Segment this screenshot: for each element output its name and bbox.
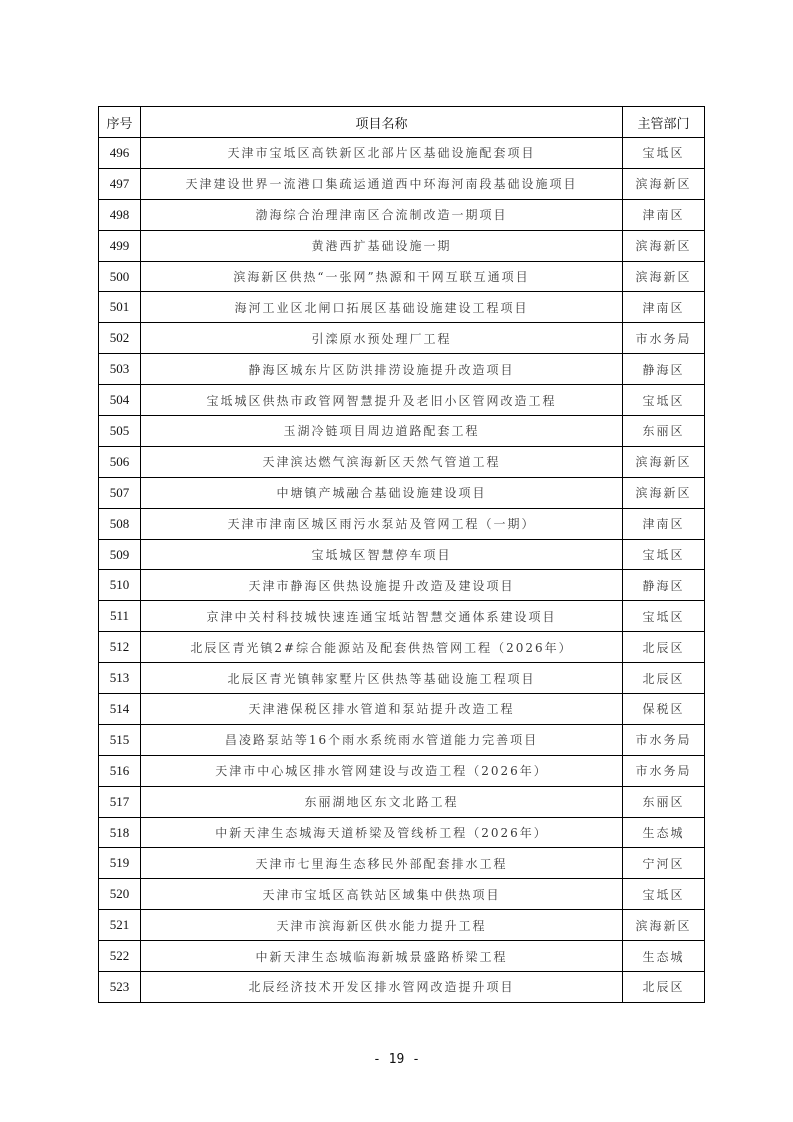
row-index: 497 [99, 168, 141, 199]
row-department: 滨海新区 [623, 261, 705, 292]
row-index: 519 [99, 848, 141, 879]
table-row [99, 817, 705, 848]
row-department: 宝坻区 [623, 385, 705, 416]
table-row [99, 477, 705, 508]
row-project-name: 海河工业区北闸口拓展区基础设施建设工程项目 [141, 292, 623, 323]
row-index: 518 [99, 817, 141, 848]
row-department: 生态城 [623, 941, 705, 972]
row-index: 516 [99, 755, 141, 786]
table-row [99, 354, 705, 385]
header-project-name: 项目名称 [141, 107, 623, 138]
row-department: 宝坻区 [623, 138, 705, 169]
row-department: 北辰区 [623, 663, 705, 694]
row-department: 宝坻区 [623, 879, 705, 910]
table-body [99, 138, 705, 1003]
table-row [99, 199, 705, 230]
project-table [98, 106, 705, 1003]
row-project-name: 天津市七里海生态移民外部配套排水工程 [141, 848, 623, 879]
row-project-name: 宝坻城区智慧停车项目 [141, 539, 623, 570]
row-index: 515 [99, 724, 141, 755]
row-department: 北辰区 [623, 972, 705, 1003]
header-department: 主管部门 [623, 107, 705, 138]
row-project-name: 东丽湖地区东文北路工程 [141, 786, 623, 817]
row-department: 津南区 [623, 199, 705, 230]
row-department: 滨海新区 [623, 230, 705, 261]
row-department: 保税区 [623, 694, 705, 725]
row-project-name: 天津市静海区供热设施提升改造及建设项目 [141, 570, 623, 601]
row-index: 510 [99, 570, 141, 601]
row-department: 宝坻区 [623, 539, 705, 570]
row-project-name: 天津市中心城区排水管网建设与改造工程（2026年） [141, 755, 623, 786]
row-department: 市水务局 [623, 724, 705, 755]
row-index: 506 [99, 446, 141, 477]
row-index: 509 [99, 539, 141, 570]
table-row [99, 972, 705, 1003]
row-department: 市水务局 [623, 755, 705, 786]
row-index: 520 [99, 879, 141, 910]
row-index: 514 [99, 694, 141, 725]
table-row [99, 663, 705, 694]
row-project-name: 中新天津生态城临海新城景盛路桥梁工程 [141, 941, 623, 972]
row-department: 津南区 [623, 292, 705, 323]
row-index: 503 [99, 354, 141, 385]
row-department: 静海区 [623, 354, 705, 385]
row-department: 东丽区 [623, 786, 705, 817]
row-index: 522 [99, 941, 141, 972]
row-index: 517 [99, 786, 141, 817]
table-row [99, 385, 705, 416]
row-index: 512 [99, 632, 141, 663]
row-project-name: 玉湖冷链项目周边道路配套工程 [141, 416, 623, 447]
row-project-name: 天津市宝坻区高铁新区北部片区基础设施配套项目 [141, 138, 623, 169]
row-department: 生态城 [623, 817, 705, 848]
table-row [99, 786, 705, 817]
row-index: 498 [99, 199, 141, 230]
row-index: 513 [99, 663, 141, 694]
row-project-name: 天津港保税区排水管道和泵站提升改造工程 [141, 694, 623, 725]
table-row [99, 138, 705, 169]
row-project-name: 滨海新区供热“一张网”热源和干网互联互通项目 [141, 261, 623, 292]
table-row [99, 570, 705, 601]
row-index: 496 [99, 138, 141, 169]
row-index: 500 [99, 261, 141, 292]
table-row [99, 230, 705, 261]
table-row [99, 416, 705, 447]
table-row [99, 323, 705, 354]
row-index: 504 [99, 385, 141, 416]
row-department: 静海区 [623, 570, 705, 601]
row-department: 滨海新区 [623, 910, 705, 941]
table-row [99, 168, 705, 199]
page-number: - 19 - [373, 1052, 420, 1067]
row-project-name: 天津市宝坻区高铁站区域集中供热项目 [141, 879, 623, 910]
row-department: 宝坻区 [623, 601, 705, 632]
table-row [99, 261, 705, 292]
table-row [99, 632, 705, 663]
row-index: 523 [99, 972, 141, 1003]
row-department: 滨海新区 [623, 477, 705, 508]
row-project-name: 中新天津生态城海天道桥梁及管线桥工程（2026年） [141, 817, 623, 848]
row-index: 521 [99, 910, 141, 941]
row-index: 502 [99, 323, 141, 354]
row-department: 滨海新区 [623, 446, 705, 477]
row-project-name: 北辰区青光镇韩家墅片区供热等基础设施工程项目 [141, 663, 623, 694]
header-index: 序号 [99, 107, 141, 138]
row-department: 东丽区 [623, 416, 705, 447]
row-project-name: 天津滨达燃气滨海新区天然气管道工程 [141, 446, 623, 477]
row-index: 507 [99, 477, 141, 508]
row-index: 499 [99, 230, 141, 261]
table-row [99, 910, 705, 941]
table-row [99, 755, 705, 786]
row-project-name: 黄港西扩基础设施一期 [141, 230, 623, 261]
row-project-name: 天津市滨海新区供水能力提升工程 [141, 910, 623, 941]
row-index: 511 [99, 601, 141, 632]
row-project-name: 京津中关村科技城快速连通宝坻站智慧交通体系建设项目 [141, 601, 623, 632]
row-index: 505 [99, 416, 141, 447]
row-project-name: 昌凌路泵站等16个雨水系统雨水管道能力完善项目 [141, 724, 623, 755]
row-project-name: 北辰经济技术开发区排水管网改造提升项目 [141, 972, 623, 1003]
row-department: 宁河区 [623, 848, 705, 879]
row-project-name: 宝坻城区供热市政管网智慧提升及老旧小区管网改造工程 [141, 385, 623, 416]
row-index: 501 [99, 292, 141, 323]
row-index: 508 [99, 508, 141, 539]
table-row [99, 879, 705, 910]
row-project-name: 静海区城东片区防洪排涝设施提升改造项目 [141, 354, 623, 385]
row-department: 滨海新区 [623, 168, 705, 199]
table-row [99, 508, 705, 539]
row-project-name: 引滦原水预处理厂工程 [141, 323, 623, 354]
row-department: 津南区 [623, 508, 705, 539]
table-header-row [99, 107, 705, 138]
table-row [99, 724, 705, 755]
table-row [99, 694, 705, 725]
table-row [99, 292, 705, 323]
row-department: 北辰区 [623, 632, 705, 663]
row-department: 市水务局 [623, 323, 705, 354]
row-project-name: 天津市津南区城区雨污水泵站及管网工程（一期） [141, 508, 623, 539]
table-row [99, 539, 705, 570]
row-project-name: 北辰区青光镇2#综合能源站及配套供热管网工程（2026年） [141, 632, 623, 663]
table-row [99, 848, 705, 879]
table-row [99, 601, 705, 632]
table-row [99, 446, 705, 477]
row-project-name: 中塘镇产城融合基础设施建设项目 [141, 477, 623, 508]
table-row [99, 941, 705, 972]
row-project-name: 天津建设世界一流港口集疏运通道西中环海河南段基础设施项目 [141, 168, 623, 199]
row-project-name: 渤海综合治理津南区合流制改造一期项目 [141, 199, 623, 230]
